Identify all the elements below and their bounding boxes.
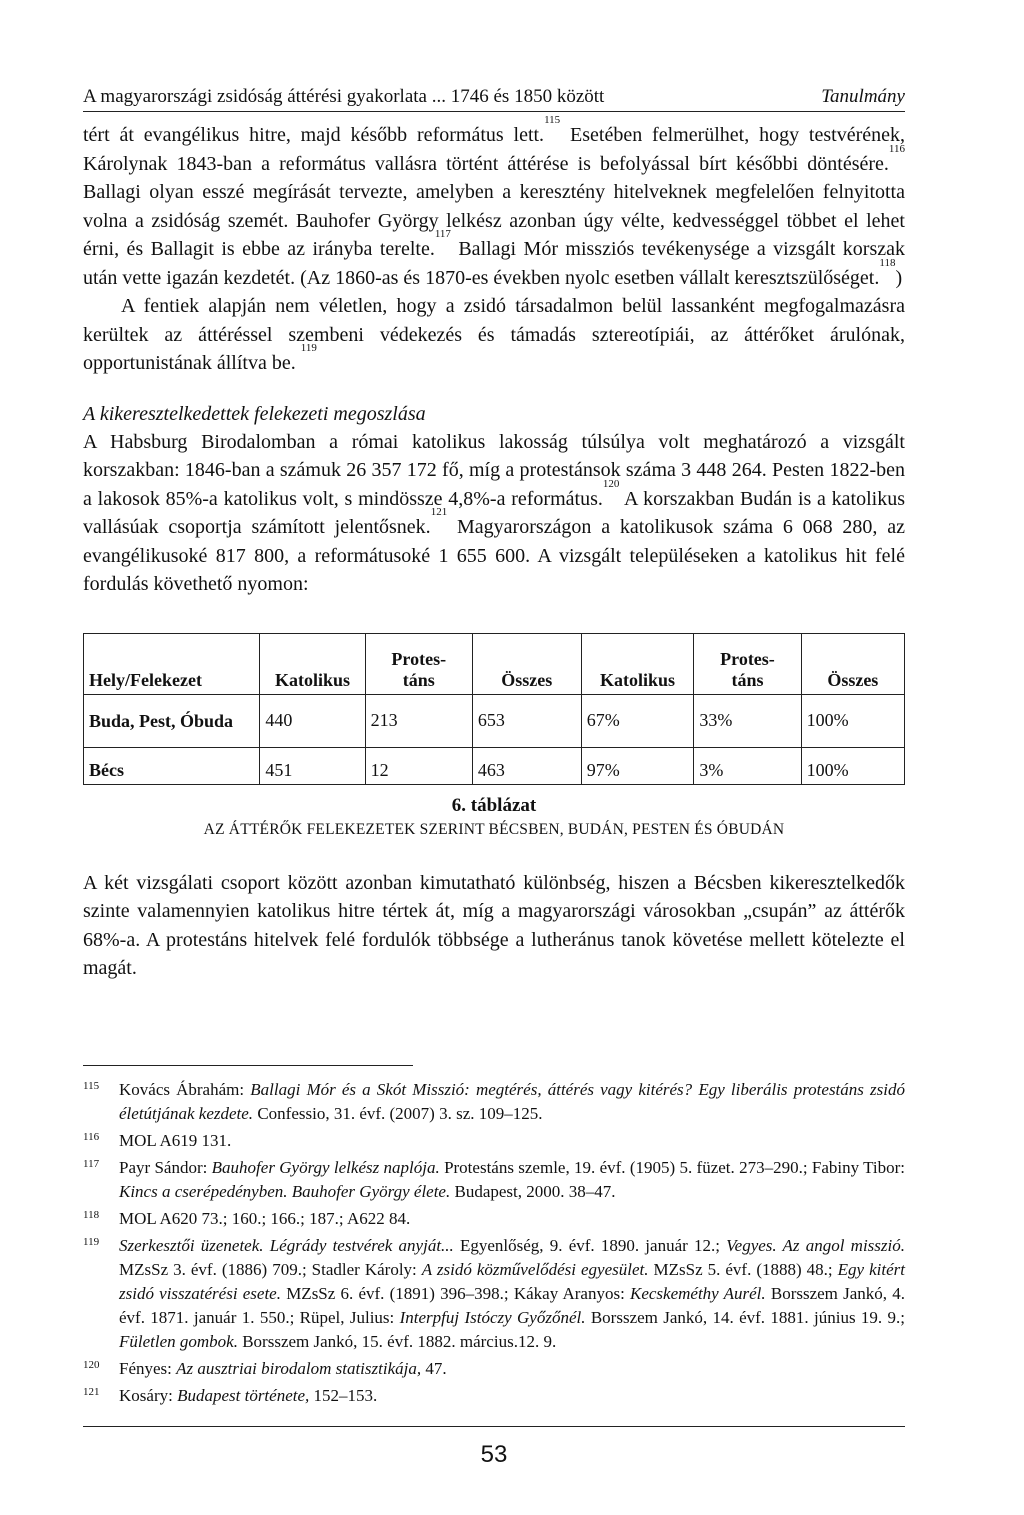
text-run: tért át evangélikus hitre, majd később református lett. bbox=[83, 124, 545, 146]
text-run-italic: A zsidó közművelődési egyesület. bbox=[421, 1259, 649, 1279]
footnote-120 bbox=[83, 1357, 905, 1381]
footnote-ref-116[interactable]: 116 bbox=[888, 142, 905, 155]
footnote-119 bbox=[83, 1234, 905, 1354]
table-cell: 33% bbox=[694, 694, 801, 747]
text-run: Payr Sándor: bbox=[119, 1157, 212, 1177]
text-run: A fentiek alapján nem véletlen, hogy a zsidó társadalmon belül lassanként megfogalmazásra kerültek az áttéréssel szembeni védekezés és támadás sztereotípiái, az áttérőket árulónak, opportunistának állítva be. bbox=[83, 295, 905, 374]
footnote-ref-118[interactable]: 118 bbox=[879, 256, 896, 269]
text-run: Egyenlőség, 9. évf. 1890. január 12.; bbox=[453, 1235, 727, 1255]
footnote-number: 116 bbox=[83, 1130, 100, 1143]
conversion-table bbox=[83, 633, 905, 785]
table-header-cell: Katolikus bbox=[260, 633, 365, 694]
table-row bbox=[84, 694, 905, 747]
text-run-italic: Bauhofer György lelkész naplója. bbox=[211, 1157, 440, 1177]
table-cell: 67% bbox=[581, 694, 694, 747]
paragraph-2 bbox=[83, 292, 905, 378]
table-cell: 451 bbox=[260, 747, 365, 784]
section-title: A kikeresztelkedettek felekezeti megoszlása bbox=[83, 402, 426, 425]
footnote-ref-120[interactable]: 120 bbox=[602, 477, 620, 490]
text-run-italic: Vegyes. Az angol misszió. bbox=[726, 1235, 905, 1255]
text-run: Budapest, 2000. 38–47. bbox=[450, 1181, 616, 1201]
page-number: 53 bbox=[480, 1440, 508, 1468]
text-run: A Habsburg Birodalomban a római katolikus lakosság túlsúlya volt meghatározó a vizsgált korszakban: 1846-ban a számuk 26 357 172 fő, míg a protestánsok száma 3 448 264. Pesten 1822-ben a lakosok 85%-a katolikus volt, s mindössze 4,8%-a református. bbox=[83, 430, 905, 510]
text-run: MOL A620 73.; 160.; 166.; 187.; A622 84. bbox=[119, 1208, 411, 1228]
text-run: MOL A619 131. bbox=[119, 1130, 232, 1150]
table-cell: 653 bbox=[472, 694, 581, 747]
table-cell: 12 bbox=[365, 747, 472, 784]
text-run: Borsszem Jankó, 4. évf. 1871. január 1. 550.; Rüpel, Julius: bbox=[119, 1283, 905, 1327]
text-run-italic: Ballagi Mór és a Skót Misszió: megtérés, áttérés vagy kitérés? Egy liberális protestáns zsidó életútjának kezdete. bbox=[119, 1079, 905, 1123]
footnote-number: 115 bbox=[83, 1079, 100, 1092]
footnote-118 bbox=[83, 1207, 905, 1231]
footnote-number: 120 bbox=[83, 1358, 100, 1371]
table-header-cell: Protes- táns bbox=[365, 633, 472, 694]
footnote-text bbox=[119, 1156, 905, 1204]
footnote-text bbox=[119, 1207, 905, 1231]
text-run: Ballagi Mór missziós tevékenysége a vizsgált korszak után vette igazán kezdetét. (Az 1860-as és 1870-es években nyolc esetben vállalt keresztszülőséget. bbox=[83, 238, 906, 289]
table-header-cell: Összes bbox=[801, 633, 904, 694]
table-cell: 463 bbox=[472, 747, 581, 784]
text-run-italic: Fületlen gombok. bbox=[119, 1331, 238, 1351]
table-cell: 3% bbox=[694, 747, 801, 784]
table-header-row bbox=[84, 633, 905, 694]
document-page bbox=[83, 86, 905, 1469]
text-run: Ballagi olyan esszé megírását tervezte, amelyben a keresztény hitelveknek megfelelően felnyitotta volna a zsidóság szemét. Bauhofer György lelkész azonban úgy vélte, kedvességgel többet el lehet érni, és Ballagit is ebbe az irányba terelte. bbox=[83, 181, 905, 260]
text-run-italic: Interpfuj Istóczy Győzőnél. bbox=[399, 1307, 586, 1327]
paragraph-1 bbox=[83, 114, 906, 292]
text-run: Confessio, 31. évf. (2007) 3. sz. 109–125. bbox=[253, 1103, 543, 1123]
footnote-121 bbox=[83, 1384, 905, 1408]
text-run: MZsSz 3. évf. (1886) 709.; Stadler Károly: bbox=[119, 1259, 422, 1279]
table-cell: 97% bbox=[581, 747, 694, 784]
table-row-label: Bécs bbox=[84, 747, 260, 784]
running-header bbox=[83, 86, 905, 112]
footnote-number: 117 bbox=[83, 1157, 100, 1170]
text-run-italic: Szerkesztői üzenetek. Légrády testvérek anyját... bbox=[119, 1235, 454, 1255]
footnote-ref-121[interactable]: 121 bbox=[430, 506, 448, 518]
text-run: Kovács Ábrahám: bbox=[119, 1079, 251, 1099]
footnote-text bbox=[119, 1129, 905, 1153]
header-label: Tanulmány bbox=[821, 86, 905, 107]
footnote-ref-115[interactable]: 115 bbox=[544, 114, 561, 126]
text-run-italic: Kincs a cserépedényben. Bauhofer György élete. bbox=[119, 1181, 451, 1201]
footnotes bbox=[83, 1078, 905, 1408]
table-header-cell: Hely/Felekezet bbox=[84, 633, 260, 694]
text-run: 152–153. bbox=[309, 1385, 378, 1405]
table-cell: 440 bbox=[260, 694, 365, 747]
text-run-italic: Budapest története, bbox=[177, 1385, 310, 1405]
table-header-cell: Protes- táns bbox=[694, 633, 801, 694]
text-run: Protestáns szemle, 19. évf. (1905) 5. füzet. 273–290.; Fabiny Tibor: bbox=[439, 1157, 905, 1177]
text-run-italic: Kecskeméthy Aurél. bbox=[630, 1283, 766, 1303]
table-header-cell: Összes bbox=[472, 633, 581, 694]
footnote-ref-117[interactable]: 117 bbox=[434, 228, 451, 240]
bottom-divider bbox=[83, 1426, 905, 1427]
text-run: Esetében felmerülhet, hogy testvérének, Károlynak 1843-ban a református vallásra történt áttérése is befolyással bírt későbbi döntésére. bbox=[83, 124, 905, 175]
table-caption-number: 6. táblázat bbox=[451, 794, 537, 816]
table-cell: 213 bbox=[365, 694, 472, 747]
footnote-divider bbox=[83, 1065, 413, 1066]
footnote-text bbox=[119, 1384, 905, 1408]
text-run: MZsSz 5. évf. (1888) 48.; bbox=[648, 1259, 838, 1279]
footnote-text bbox=[119, 1357, 905, 1381]
text-run: Kosáry: bbox=[119, 1385, 178, 1405]
text-run: Fényes: bbox=[119, 1358, 177, 1378]
table-row-label: Buda, Pest, Óbuda bbox=[84, 694, 260, 747]
footnote-116 bbox=[83, 1129, 905, 1153]
table-caption-title: AZ ÁTTÉRŐK FELEKEZETEK SZERINT BÉCSBEN, BUDÁN, PESTEN ÉS ÓBUDÁN bbox=[203, 820, 785, 838]
footnote-number: 118 bbox=[83, 1208, 100, 1221]
footnote-number: 121 bbox=[83, 1385, 100, 1398]
table-cell: 100% bbox=[801, 694, 904, 747]
footnote-text bbox=[119, 1078, 905, 1126]
paragraph-3 bbox=[83, 428, 905, 599]
text-run: Magyarországon a katolikusok száma 6 068 280, az evangélikusoké 817 800, a reformátusoké 1 655 600. A vizsgált településeken a katolikus hit felé fordulás követhető nyomon: bbox=[83, 516, 906, 595]
footnote-117 bbox=[83, 1156, 905, 1204]
header-title: A magyarországi zsidóság áttérési gyakorlata ... 1746 és 1850 között bbox=[83, 86, 605, 107]
table-row bbox=[84, 747, 905, 784]
footnote-ref-119[interactable]: 119 bbox=[300, 342, 317, 354]
footnote-115 bbox=[83, 1078, 905, 1126]
text-run-italic: Az ausztriai birodalom statisztikája, bbox=[176, 1358, 422, 1378]
text-run: 47. bbox=[421, 1358, 447, 1378]
paragraph-4: A két vizsgálati csoport között azonban kimutatható különbség, hiszen a Bécsben kikeresztelkedők szinte valamennyien katolikus hitre tértek át, míg a magyarországi városokban „csupán” az áttérők 68%-a. A protestáns hitelvek felé fordulók többsége a lutheránus tanok követése mellett kötelezte el magát. bbox=[83, 871, 905, 979]
table-header-cell: Katolikus bbox=[581, 633, 694, 694]
text-run: Borsszem Jankó, 15. évf. 1882. március.12. 9. bbox=[237, 1331, 557, 1351]
text-run: Borsszem Jankó, 14. évf. 1881. június 19. 9.; bbox=[585, 1307, 905, 1327]
text-run-italic: Egy kitért zsidó visszatérési esete. bbox=[119, 1259, 905, 1303]
table-cell: 100% bbox=[801, 747, 904, 784]
footnote-number: 119 bbox=[83, 1235, 100, 1248]
text-run: ) bbox=[895, 266, 903, 289]
text-run: A korszakban Budán is a katolikus vallásúak csoportja számított jelentősnek. bbox=[83, 487, 906, 538]
footnote-text bbox=[119, 1234, 905, 1354]
text-run: MZsSz 6. évf. (1891) 396–398.; Kákay Aranyos: bbox=[280, 1283, 630, 1303]
